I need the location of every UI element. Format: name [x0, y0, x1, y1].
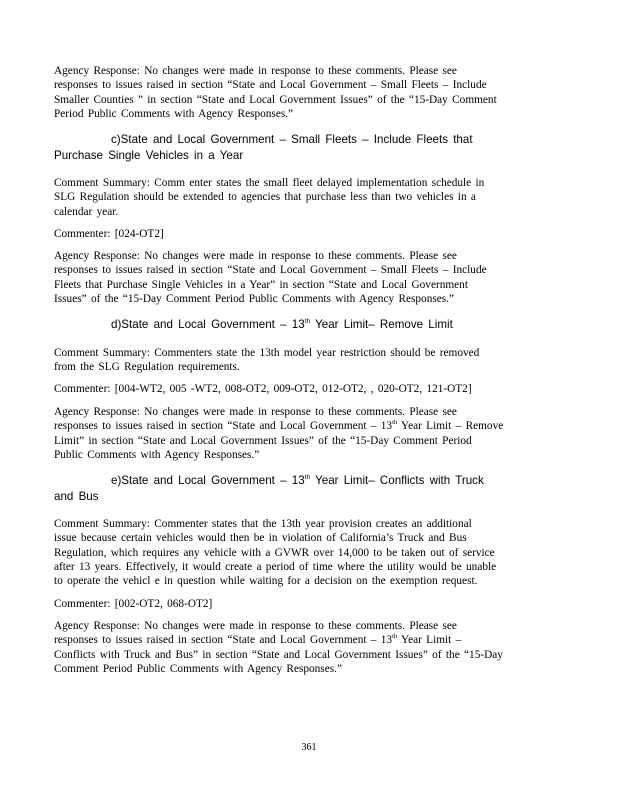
- text-line: and Bus: [54, 490, 99, 503]
- text-line: issue because certain vehicles would then be in violation of California’s Truck and Bus: [54, 532, 467, 545]
- text-line: responses to issues raised in section “State and Local Government – Small Fleets – Include: [54, 79, 487, 92]
- text-line: SLG Regulation should be extended to agencies that purchase less than two vehicles in a: [54, 191, 476, 204]
- text-line: from the SLG Regulation requirements.: [54, 361, 240, 374]
- text-line: Public Comments with Agency Responses.”: [54, 448, 260, 461]
- commenter-line: [54, 597, 564, 611]
- ordinal-suffix: th: [392, 419, 398, 427]
- text-line: Agency Response: No changes were made in response to these comments. Please see: [54, 620, 457, 632]
- text-line: Agency Response: No changes were made in response to these comments. Please see: [54, 65, 457, 77]
- paragraph: [54, 517, 564, 588]
- paragraph: [54, 346, 564, 375]
- text-line: Commenter: [024-OT2]: [54, 228, 164, 240]
- text-line: Limit” in section “State and Local Government Issues” of the “15-Day Comment Period: [54, 434, 472, 447]
- text-line: Comment Summary: Comm enter states the small fleet delayed implementation schedule in: [54, 177, 485, 189]
- text-line: responses to issues raised in section “State and Local Government – 13th Year Limit –: [54, 633, 462, 647]
- paragraph: [54, 176, 564, 219]
- paragraph: [54, 64, 564, 121]
- commenter-line: [54, 382, 564, 396]
- text-line: Agency Response: No changes were made in response to these comments. Please see: [54, 250, 457, 262]
- section-heading: [54, 473, 564, 505]
- text-line: Commenter: [002-OT2, 068-OT2]: [54, 598, 213, 610]
- text-line: Fleets that Purchase Single Vehicles in a Year” in section “State and Local Government: [54, 278, 468, 291]
- paragraph: [54, 249, 564, 306]
- text-line: responses to issues raised in section “State and Local Government – 13th Year Limit – Remove: [54, 419, 504, 433]
- commenter-line: [54, 227, 564, 241]
- text-line: Agency Response: No changes were made in response to these comments. Please see: [54, 406, 457, 418]
- text-line: Regulation, which requires any vehicle with a GVWR over 14,000 to be taken out of service: [54, 546, 495, 559]
- paragraph: [54, 405, 564, 462]
- ordinal-suffix: th: [392, 633, 398, 641]
- page-number: 361: [301, 742, 317, 753]
- text-line: calendar year.: [54, 205, 119, 218]
- section-heading: [54, 317, 564, 333]
- text-line: after 13 years. Effectively, it would create a period of time where the utility would be unable: [54, 560, 497, 573]
- text-line: to operate the vehicl e in question while waiting for a decision on the exemption request.: [54, 575, 478, 588]
- text-line: Comment Summary: Commenters state the 13th model year restriction should be removed: [54, 347, 480, 359]
- section-heading: [54, 132, 564, 164]
- ordinal-suffix: th: [304, 474, 311, 481]
- text-line: Issues” of the “15-Day Comment Period Public Comments with Agency Responses.”: [54, 292, 454, 305]
- text-line: Purchase Single Vehicles in a Year: [54, 149, 244, 162]
- text-line: Comment Period Public Comments with Agency Responses.”: [54, 662, 342, 675]
- text-line: Comment Summary: Commenter states that the 13th year provision creates an additional: [54, 518, 472, 530]
- text-line: responses to issues raised in section “State and Local Government – Small Fleets – Include: [54, 264, 487, 277]
- text-line: d)State and Local Government – 13th Year Limit– Remove Limit: [111, 318, 453, 331]
- text-line: Smaller Counties ” in section “State and Local Government Issues” of the “15-Day Comment: [54, 93, 497, 106]
- text-line: Commenter: [004-WT2, 005 -WT2, 008-OT2, 009-OT2, 012-OT2, , 020-OT2, 121-OT2]: [54, 383, 472, 395]
- ordinal-suffix: th: [304, 318, 311, 325]
- text-line: c)State and Local Government – Small Fleets – Include Fleets that: [111, 133, 473, 146]
- text-line: Conflicts with Truck and Bus” in section “State and Local Government Issues” of the “15-Day: [54, 648, 503, 661]
- text-line: Period Public Comments with Agency Responses.”: [54, 107, 294, 120]
- paragraph: [54, 619, 564, 676]
- text-line: e)State and Local Government – 13th Year Limit– Conflicts with Truck: [111, 474, 484, 487]
